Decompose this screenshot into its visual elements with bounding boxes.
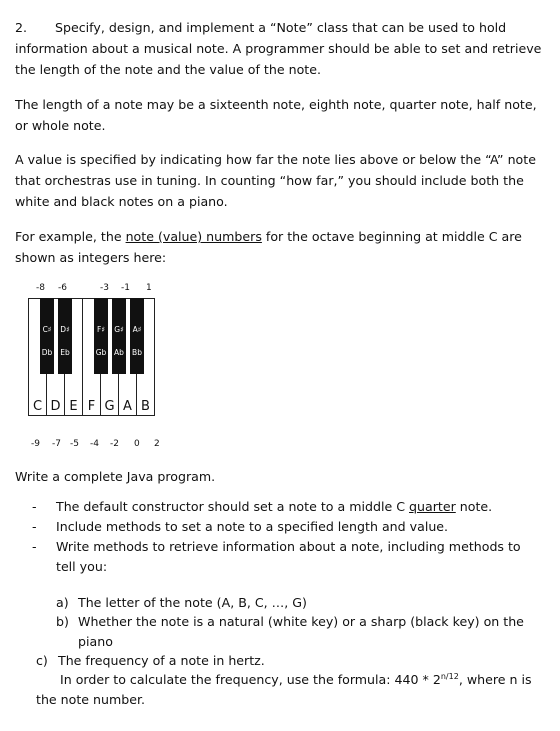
white-number: 0 bbox=[134, 439, 140, 449]
sublist-marker: a) bbox=[56, 595, 69, 610]
sharp-label: D♯ bbox=[60, 325, 70, 334]
formula-text-after: , where n is the note number. bbox=[36, 672, 532, 707]
formula-exponent: n/12 bbox=[440, 671, 459, 681]
black-key-numbers bbox=[0, 283, 200, 295]
bullet-dash: - bbox=[32, 499, 37, 514]
flat-label: Bb bbox=[132, 348, 142, 357]
bullet-text: Include methods to set a note to a specified length and value. bbox=[56, 519, 449, 534]
piano-keyboard bbox=[28, 298, 173, 418]
flat-label: Eb bbox=[60, 348, 70, 357]
black-number: -8 bbox=[36, 283, 45, 293]
white-key-label: B bbox=[141, 399, 150, 414]
white-key-label: A bbox=[123, 399, 132, 414]
bullet-text: note. bbox=[455, 499, 493, 514]
list-item bbox=[32, 517, 542, 537]
formula-text: In order to calculate the frequency, use the formula: 440 * 2 bbox=[60, 672, 441, 687]
list-item bbox=[32, 537, 542, 577]
note-numbers-link: note (value) numbers bbox=[125, 229, 262, 244]
bullet-dash: - bbox=[32, 539, 37, 554]
requirements-list bbox=[32, 497, 542, 577]
flat-label: Gb bbox=[95, 348, 107, 357]
example-text-after: for the octave beginning at middle C are shown as integers here: bbox=[15, 229, 522, 265]
quarter-link: quarter bbox=[409, 499, 456, 514]
black-key-f-sharp bbox=[94, 298, 108, 374]
black-number: -3 bbox=[100, 283, 109, 293]
white-number: -5 bbox=[70, 439, 79, 449]
question-intro-text: Specify, design, and implement a “Note” class that can be used to hold information about a musical note. A programmer should be able to set and retrieve the length of the note and the value of the note. bbox=[15, 20, 542, 77]
black-key-c-sharp bbox=[40, 298, 54, 374]
sharp-label: F♯ bbox=[97, 325, 105, 334]
white-key-label: F bbox=[87, 399, 96, 414]
black-number: -6 bbox=[58, 283, 67, 293]
sharp-label: G♯ bbox=[114, 325, 124, 334]
paragraph-example bbox=[15, 226, 545, 268]
white-key-label: D bbox=[50, 399, 61, 414]
flat-label: Db bbox=[41, 348, 53, 357]
white-number: -4 bbox=[90, 439, 99, 449]
sharp-label: C♯ bbox=[42, 325, 52, 334]
sharp-label: A♯ bbox=[132, 325, 142, 334]
list-item bbox=[32, 497, 542, 517]
example-text-before: For example, the bbox=[15, 229, 126, 244]
white-number: -7 bbox=[52, 439, 61, 449]
sublist-text: The frequency of a note in hertz. bbox=[58, 653, 265, 668]
white-number: -9 bbox=[31, 439, 40, 449]
sublist-item-a bbox=[56, 593, 536, 613]
write-program-text: Write a complete Java program. bbox=[15, 469, 216, 484]
black-key-a-sharp bbox=[130, 298, 144, 374]
black-key-d-sharp bbox=[58, 298, 72, 374]
paragraph-value: A value is specified by indicating how far the note lies above or below the “A” note that orchestras use in tuning. In counting “how far,” you should include both the white and black notes on a piano. bbox=[15, 152, 536, 209]
paragraph-length: The length of a note may be a sixteenth note, eighth note, quarter note, half note, or whole note. bbox=[15, 97, 537, 133]
white-number: -2 bbox=[110, 439, 119, 449]
question-number: 2. bbox=[15, 20, 28, 35]
black-number: -1 bbox=[121, 283, 130, 293]
white-key-label: C bbox=[32, 399, 43, 414]
bullet-text: The default constructor should set a note to a middle C bbox=[56, 499, 410, 514]
sublist-item-c bbox=[36, 651, 536, 671]
black-key-g-sharp bbox=[112, 298, 126, 374]
sublist-text: Whether the note is a natural (white key) or a sharp (black key) on the piano bbox=[78, 614, 524, 649]
sublist-marker: b) bbox=[56, 614, 69, 629]
bullet-text: Write methods to retrieve information about a note, including methods to tell you: bbox=[56, 539, 521, 574]
sublist-text: The letter of the note (A, B, C, …, G) bbox=[78, 595, 307, 610]
bullet-dash: - bbox=[32, 519, 37, 534]
white-number: 2 bbox=[154, 439, 160, 449]
white-key-label: G bbox=[104, 399, 115, 414]
formula-paragraph bbox=[36, 670, 552, 710]
white-key-label: E bbox=[69, 399, 78, 414]
flat-label: Ab bbox=[114, 348, 124, 357]
white-key-numbers bbox=[0, 439, 200, 451]
question-intro bbox=[15, 17, 545, 80]
black-number: 1 bbox=[146, 283, 152, 293]
sublist-item-b bbox=[56, 612, 558, 652]
sublist-marker: c) bbox=[36, 653, 48, 668]
